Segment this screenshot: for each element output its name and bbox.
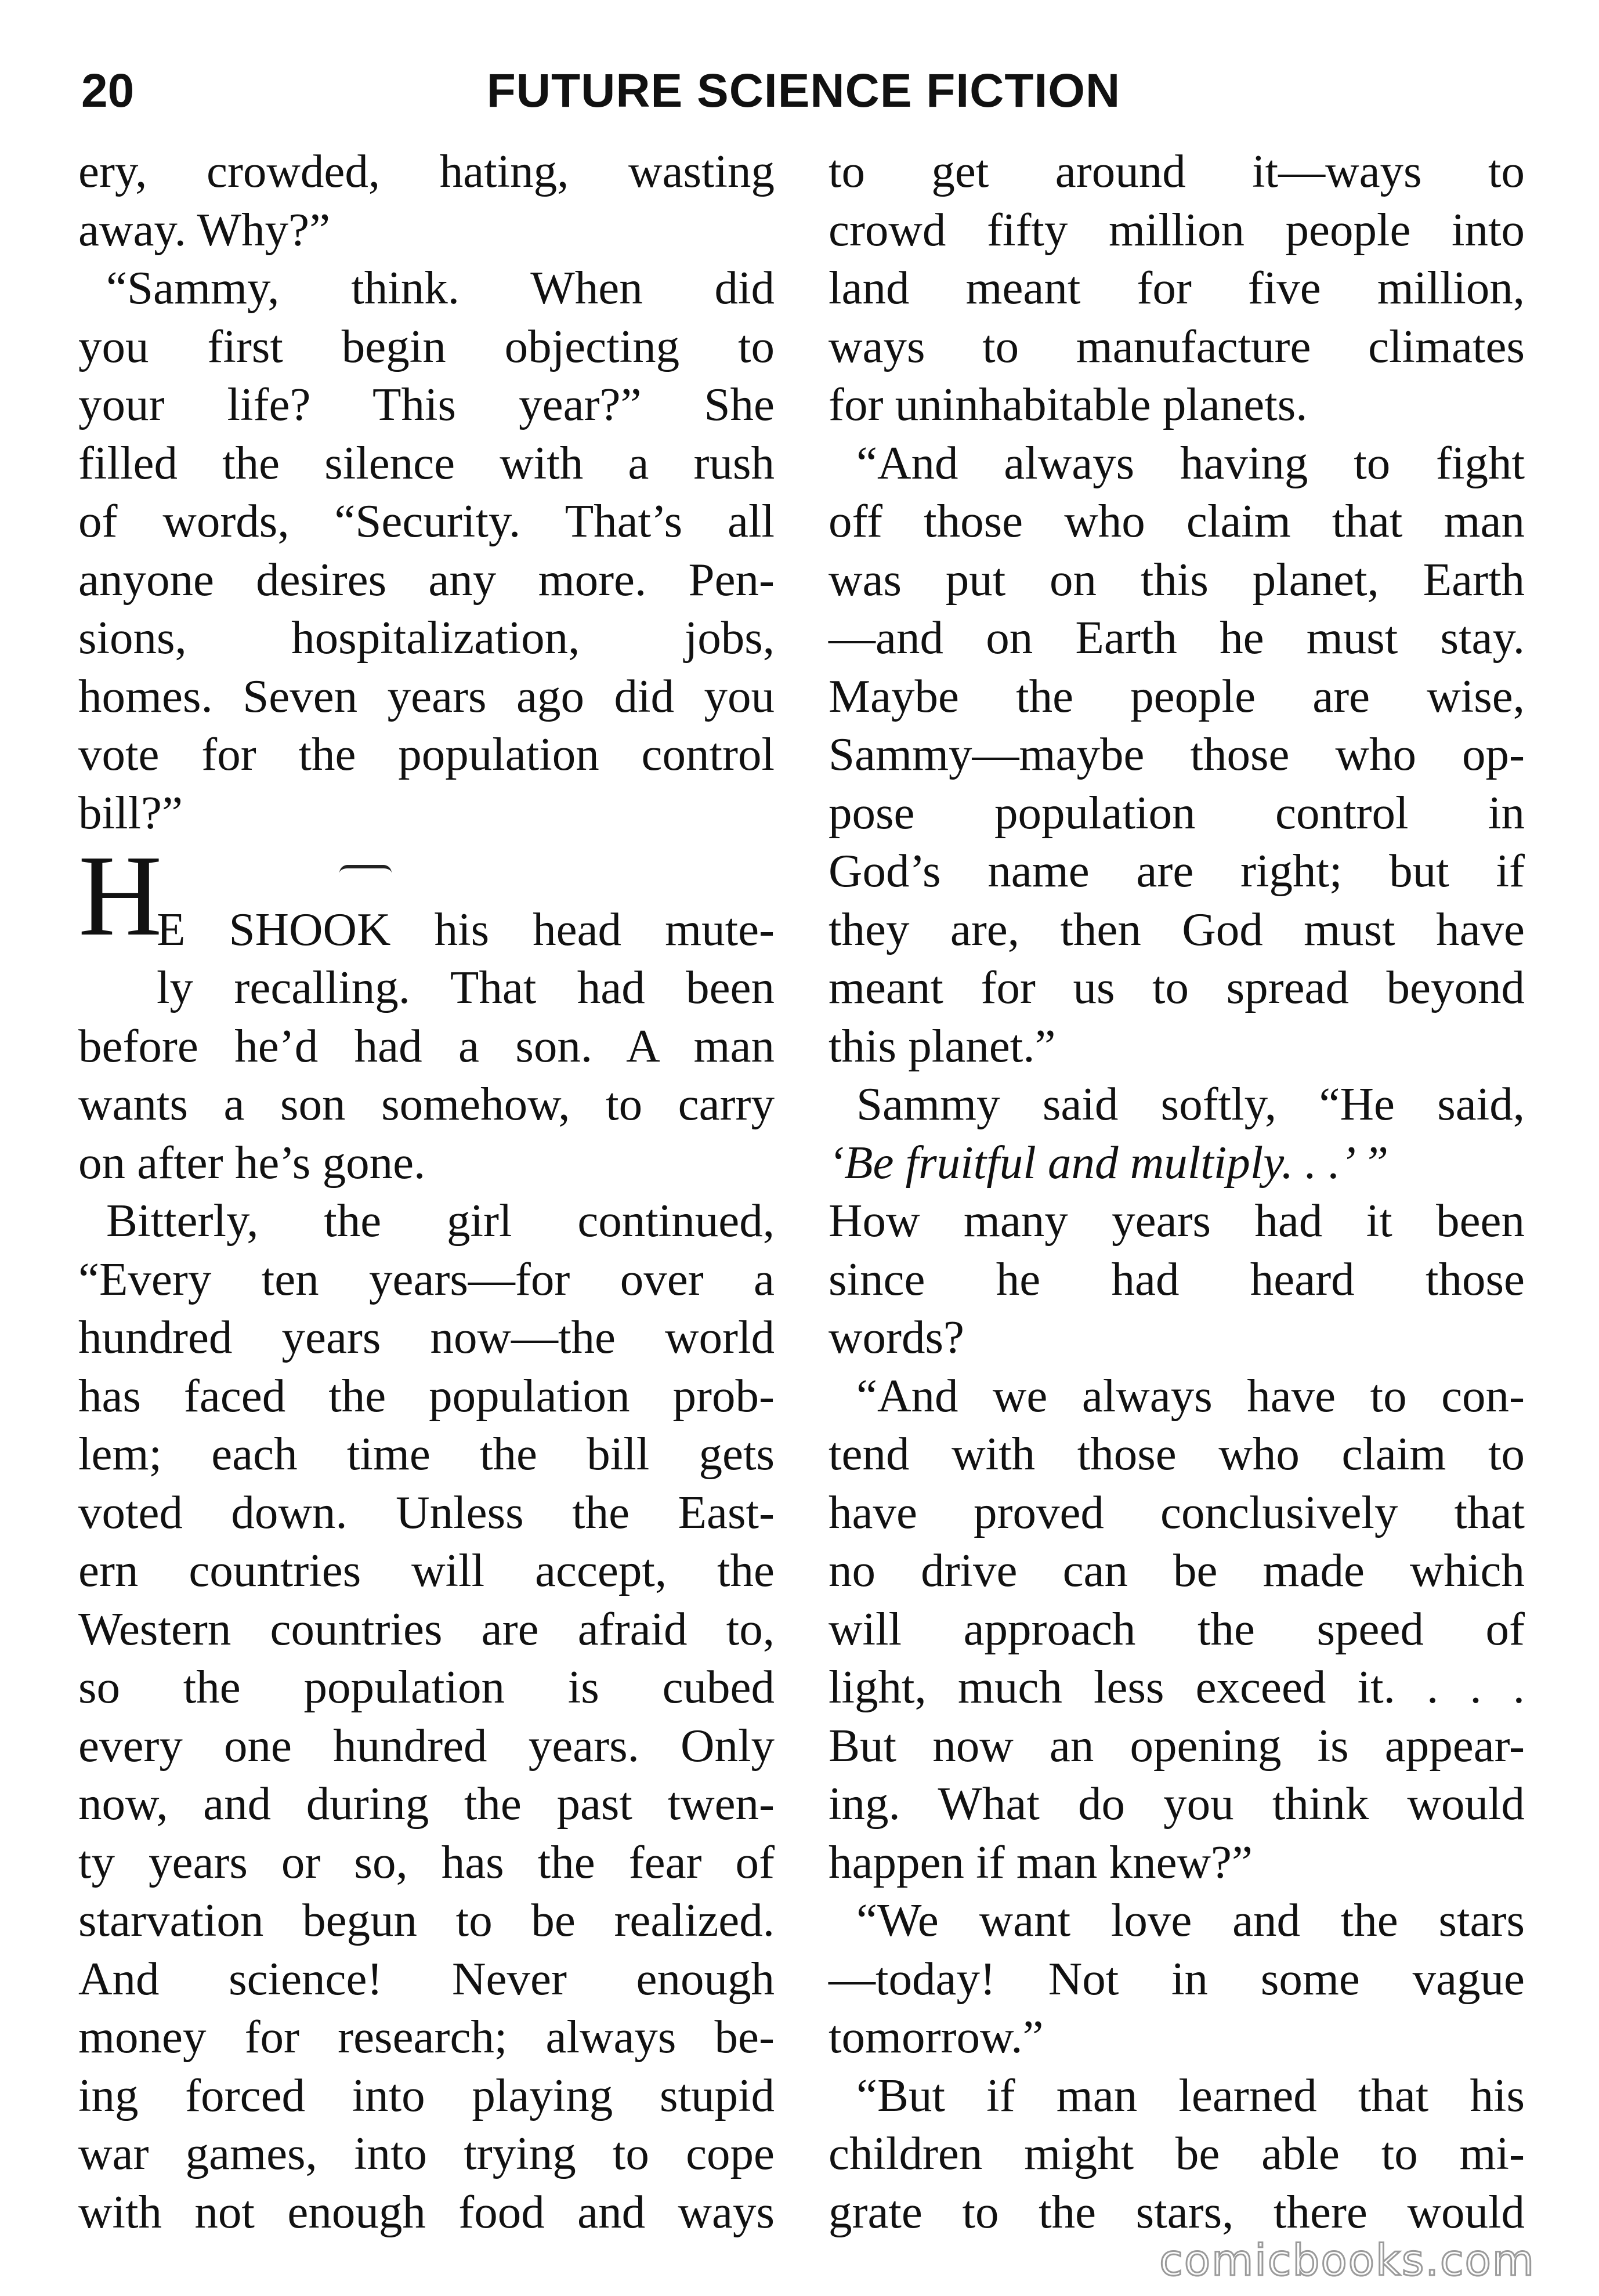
text-line: “Every ten years—for over a — [78, 1252, 775, 1305]
text-line: sions, hospitalization, jobs, — [78, 611, 775, 664]
text-line: your life? This year?” She — [78, 378, 775, 430]
right-column — [829, 142, 1525, 2241]
text-line: with not enough food and ways — [78, 2185, 775, 2238]
text-line: tomorrow.” — [829, 2011, 1044, 2063]
text-line: “And we always have to con- — [856, 1369, 1525, 1422]
text-line: has faced the population prob- — [78, 1369, 775, 1422]
text-line: ing. What do you think would — [829, 1777, 1525, 1830]
italic-quote-line: ‘Be fruitful and multiply. . .’ ” — [829, 1136, 1389, 1189]
text-line: lem; each time the bill gets — [78, 1428, 775, 1480]
text-line: Western countries are afraid to, — [78, 1602, 775, 1655]
text-line: —and on Earth he must stay. — [829, 611, 1525, 664]
text-line: anyone desires any more. Pen- — [78, 553, 775, 606]
text-line: How many years had it been — [829, 1194, 1525, 1247]
text-line: ern countries will accept, the — [78, 1544, 775, 1596]
text-line: vote for the population control — [78, 728, 775, 780]
text-line: you first begin objecting to — [78, 320, 775, 372]
text-line: since he had heard those — [829, 1252, 1525, 1305]
text-line: land meant for five million, — [829, 262, 1525, 314]
text-line: filled the silence with a rush — [78, 436, 775, 489]
text-line: “We want love and the stars — [856, 1894, 1525, 1946]
text-line: war games, into trying to cope — [78, 2127, 775, 2179]
text-line: ty years or so, has the fear of — [78, 1835, 775, 1888]
text-line: “Sammy, think. When did — [106, 262, 775, 314]
text-line: was put on this planet, Earth — [829, 553, 1525, 606]
text-line: now, and during the past twen- — [78, 1777, 775, 1830]
text-line: “But if man learned that his — [856, 2069, 1525, 2121]
text-line: grate to the stars, there would — [829, 2185, 1525, 2238]
text-line: God’s name are right; but if — [829, 845, 1525, 897]
text-line: E SHOOK his head mute- — [157, 903, 775, 955]
text-line: light, much less exceed it. . . . — [829, 1661, 1525, 1713]
text-line: have proved conclusively that — [829, 1486, 1525, 1538]
text-line: ly recalling. That had been — [157, 961, 775, 1013]
text-line: children might be able to mi- — [829, 2127, 1525, 2179]
text-line: away. Why?” — [78, 203, 331, 256]
text-line: pose population control in — [829, 786, 1525, 839]
text-line: to get around it—ways to — [829, 145, 1525, 197]
section-break-ornament — [78, 842, 775, 900]
text-line: hundred years now—the world — [78, 1311, 775, 1363]
text-line: on after he’s gone. — [78, 1136, 426, 1189]
text-line: every one hundred years. Only — [78, 1719, 775, 1772]
running-head: FUTURE SCIENCE FICTION — [486, 64, 1121, 117]
text-line: But now an opening is appear- — [829, 1719, 1525, 1772]
text-line: Maybe the people are wise, — [829, 669, 1525, 722]
text-line: Sammy—maybe those who op- — [829, 728, 1525, 780]
text-line: bill?” — [78, 786, 183, 839]
text-line: for uninhabitable planets. — [829, 378, 1308, 430]
text-line: ing forced into playing stupid — [78, 2069, 775, 2121]
text-line: happen if man knew?” — [829, 1835, 1253, 1888]
text-line: ways to manufacture climates — [829, 320, 1525, 372]
text-line: ery, crowded, hating, wasting — [78, 145, 775, 197]
page-number: 20 — [81, 64, 135, 117]
text-line: off those who claim that man — [829, 495, 1525, 547]
text-line: will approach the speed of — [829, 1602, 1525, 1655]
text-line: words? — [829, 1311, 964, 1363]
text-line: before he’d had a son. A man — [78, 1019, 775, 1072]
text-line: tend with those who claim to — [829, 1428, 1525, 1480]
text-line: this planet.” — [829, 1019, 1056, 1072]
text-line: no drive can be made which — [829, 1544, 1525, 1596]
drop-cap: H — [78, 832, 162, 960]
text-line: —today! Not in some vague — [829, 1952, 1525, 2005]
text-line: crowd fifty million people into — [829, 203, 1525, 256]
text-line: Bitterly, the girl continued, — [106, 1194, 775, 1247]
text-line: “And always having to fight — [856, 436, 1525, 489]
text-line: voted down. Unless the East- — [78, 1486, 775, 1538]
text-line: And science! Never enough — [78, 1952, 775, 2005]
page-header — [81, 64, 1526, 128]
text-line: wants a son somehow, to carry — [78, 1078, 775, 1130]
text-line: money for research; always be- — [78, 2011, 775, 2063]
text-line: of words, “Security. That’s all — [78, 495, 775, 547]
left-column — [78, 142, 775, 2241]
text-line: they are, then God must have — [829, 903, 1525, 955]
text-line: so the population is cubed — [78, 1661, 775, 1713]
text-line: Sammy said softly, “He said, — [856, 1078, 1525, 1130]
watermark: comicbooks.com — [1159, 2236, 1535, 2286]
text-line: starvation begun to be realized. — [78, 1894, 775, 1946]
text-line: meant for us to spread beyond — [829, 961, 1525, 1013]
text-line: homes. Seven years ago did you — [78, 669, 775, 722]
